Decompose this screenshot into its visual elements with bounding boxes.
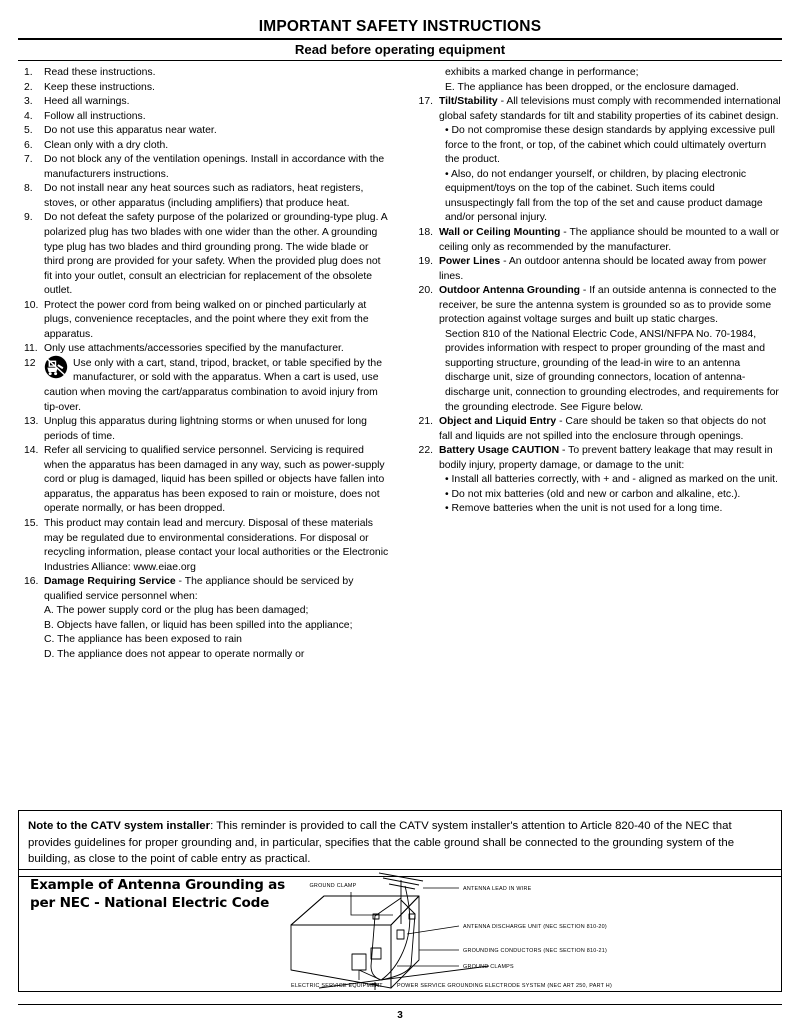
list-item	[18, 182, 389, 211]
item-lead-label: Wall or Ceiling Mounting	[439, 227, 561, 239]
list-item	[18, 444, 389, 517]
antenna-grounding-figure	[18, 869, 782, 992]
item-subline: D. The appliance does not appear to operate normally or	[44, 648, 305, 660]
item-number: 8.	[24, 183, 33, 195]
item-number: 17.	[418, 96, 433, 108]
list-item	[18, 95, 389, 110]
item-number: 9.	[24, 212, 33, 224]
list-item	[18, 153, 389, 182]
item-number: 5.	[24, 125, 33, 137]
item-text: Protect the power cord from being walked on or pinched particularly at plugs, convenience receptacles, and the point where they exit from the apparatus.	[44, 299, 369, 340]
item-text: Clean only with a dry cloth.	[44, 139, 169, 151]
label-power-service-grounding: POWER SERVICE GROUNDING ELECTRODE SYSTEM (NEC ART 250, PART H)	[397, 983, 612, 989]
catv-installer-note	[18, 810, 782, 877]
item-body: - Care should be taken so that objects do not fall and liquids are not spilled into the enclosure through openings.	[439, 416, 766, 442]
item-text	[439, 415, 782, 444]
item-number: 3.	[24, 96, 33, 108]
item-text: Keep these instructions.	[44, 81, 155, 93]
list-item	[18, 124, 389, 139]
item-text	[439, 95, 782, 124]
antenna-grounding-diagram	[19, 870, 779, 990]
footer-divider	[18, 1004, 782, 1005]
item-text	[439, 226, 782, 255]
item-text: Unplug this apparatus during lightning storms or when unused for long periods of time.	[44, 416, 367, 442]
item-number: 20.	[418, 285, 433, 297]
label-grounding-conductors: GROUNDING CONDUCTORS (NEC SECTION 810-21)	[463, 948, 608, 954]
catv-note-label: Note to the CATV system installer	[28, 820, 211, 832]
item-number: 6.	[24, 139, 33, 151]
item-text: Use only with a cart, stand, tripod, bracket, or table specified by the manufacturer, or sold with the apparatus. When a cart is used, use caution when moving the cart/apparatus combination to avoid injury from tip-over.	[44, 357, 382, 413]
item-number: 15.	[24, 517, 39, 529]
label-antenna-discharge-unit: ANTENNA DISCHARGE UNIT (NEC SECTION 810-20)	[463, 924, 607, 930]
catv-note-text: : This reminder is provided to call the CATV system installer's attention to Article 820-40 of the NEC that provides guidelines for proper grounding and, in particular, specifies that the cable ground shall be connected to the grounding system of the building, as close to the point of cable entry as practical.	[28, 820, 735, 865]
page-subtitle: Read before operating equipment	[294, 42, 506, 57]
item-lead-label: Battery Usage CAUTION	[439, 445, 560, 457]
list-item	[18, 139, 389, 154]
item-number: 1.	[24, 67, 33, 78]
item-lead-label: Tilt/Stability	[439, 96, 498, 108]
item-lead-label: Object and Liquid Entry	[439, 416, 557, 428]
item-number: 10.	[24, 299, 39, 311]
left-column	[18, 66, 389, 662]
item-number: 11.	[24, 343, 38, 355]
list-item	[18, 299, 389, 343]
item-text: Read these instructions.	[44, 67, 156, 78]
list-item	[18, 211, 389, 298]
figure-title-line1: Example of Antenna Grounding as	[30, 877, 286, 893]
page-header	[18, 18, 782, 61]
item-lead-label: Damage Requiring Service	[44, 576, 176, 588]
label-ground-clamps: GROUND CLAMPS	[463, 964, 514, 970]
item-bullet: • Install all batteries correctly, with + and - aligned as marked on the unit.	[445, 474, 778, 486]
right-column	[411, 66, 782, 662]
item-number: 19.	[418, 256, 433, 268]
continuation-line: E. The appliance has been dropped, or the enclosure damaged.	[445, 81, 739, 93]
figure-title-line2: per NEC - National Electric Code	[30, 895, 270, 911]
item-number: 14.	[24, 445, 39, 457]
list-item	[18, 357, 389, 415]
item-text: Do not use this apparatus near water.	[44, 125, 217, 137]
list-item	[18, 415, 389, 444]
item-lead-label: Power Lines	[439, 256, 501, 268]
list-item	[411, 255, 782, 284]
continuation-line: exhibits a marked change in performance;	[445, 67, 639, 78]
item-text	[439, 255, 782, 284]
list-item	[411, 95, 782, 124]
item-text: Do not install near any heat sources such as radiators, heat registers, stoves, or other apparatus (including amplifiers) that produce heat.	[44, 183, 364, 209]
item-text: Do not defeat the safety purpose of the polarized or grounding-type plug. A polarized plug has two blades with one wider than the other. A grounding type plug has two blades and third grounding prong. The wide blade or third prong are provided for your safety. When the provided plug does not fit into your outlet, consult an electrician for replacement of the obsolete outlet.	[44, 212, 388, 297]
item-number: 18.	[418, 227, 433, 239]
item-bullet: • Do not compromise these design standards by applying excessive pull force to the front, or top, of the cabinet which could ultimately overturn the product.	[445, 125, 775, 166]
item-number: 13.	[24, 416, 39, 428]
page-title: IMPORTANT SAFETY INSTRUCTIONS	[258, 18, 542, 35]
item-subline: C. The appliance has been exposed to rain	[44, 634, 242, 646]
item-body: - To prevent battery leakage that may result in bodily injury, property damage, or damage to the unit:	[439, 445, 773, 471]
label-electric-service-equipment: ELECTRIC SERVICE EQUIPMENT	[291, 983, 383, 989]
item-text: Do not block any of the ventilation openings. Install in accordance with the manufacturers instructions.	[44, 154, 385, 180]
item-subline: B. Objects have fallen, or liquid has been spilled into the appliance;	[44, 619, 353, 631]
page-number: 3	[397, 1010, 403, 1021]
item-bullet: • Also, do not endanger yourself, or children, by placing electronic equipment/toys on the top of the cabinet. Such items could unsuspectingly fall from the top of the set and cause product damage and/or personal injury.	[445, 168, 763, 224]
item-number: 12	[24, 357, 36, 369]
item-body: - If an outside antenna is connected to the receiver, be sure the antenna system is grounded so as to provide some protection against voltage surges and built up static charges.	[439, 285, 777, 326]
list-item	[18, 342, 389, 357]
list-item	[18, 517, 389, 575]
list-item	[18, 66, 389, 81]
item-text: Refer all servicing to qualified service personnel. Servicing is required when the apparatus has been damaged in any way, such as power-supply cord or plug is damaged, liquid has been spilled or objects have fallen into apparatus, the apparatus has been exposed to rain or moisture, does not operate normally, or has been dropped.	[44, 445, 385, 515]
item-number: 7.	[24, 154, 33, 166]
item-text: Only use attachments/accessories specified by the manufacturer.	[44, 343, 344, 355]
cart-tipover-icon	[44, 355, 70, 379]
item-number: 4.	[24, 110, 33, 122]
item-text: This product may contain lead and mercury. Disposal of these materials may be regulated due to environmental considerations. For disposal or recycling information, please contact your local authorities or the Electronic Industries Alliance: www.eiae.org	[44, 517, 389, 573]
item-body: - The appliance should be serviced by qualified service personnel when:	[44, 576, 354, 602]
item-bullet: • Do not mix batteries (old and new or carbon and alkaline, etc.).	[445, 488, 741, 500]
item-text	[439, 444, 782, 473]
item-body: - The appliance should be mounted to a wall or ceiling only as recommended by the manufacturer.	[439, 227, 780, 253]
item-text: Heed all warnings.	[44, 96, 130, 108]
instructions-columns	[18, 66, 782, 662]
item-extra-text: Section 810 of the National Electric Code, ANSI/NFPA No. 70-1984, provides information with respect to proper grounding of the mast and supporting structure, grounding of the lead-in wire to an antenna discharge unit, size of grounding connectors, location of antenna-discharge unit, connection to grounding electrodes, and requirements for the grounding electrode. See Figure below.	[445, 328, 779, 413]
item-number: 22.	[418, 445, 433, 457]
item-body: - All televisions must comply with recommended international global safety standards for tilt and stability properties of its cabinet design.	[439, 96, 781, 122]
list-item	[18, 110, 389, 125]
item-number: 16.	[24, 576, 39, 588]
list-item	[411, 284, 782, 328]
item-body: - An outdoor antenna should be located away from power lines.	[439, 256, 767, 282]
list-item	[411, 415, 782, 444]
item-text	[44, 575, 389, 604]
item-text: Follow all instructions.	[44, 110, 146, 122]
item-bullet: • Remove batteries when the unit is not used for a long time.	[445, 503, 723, 515]
item-text	[439, 284, 782, 328]
label-ground-clamp: GROUND CLAMP	[309, 883, 357, 889]
list-item	[411, 226, 782, 255]
list-item	[411, 444, 782, 473]
item-number: 2.	[24, 81, 33, 93]
item-subline: A. The power supply cord or the plug has been damaged;	[44, 605, 309, 617]
list-item	[18, 81, 389, 96]
item-number: 21.	[418, 416, 433, 428]
item-lead-label: Outdoor Antenna Grounding	[439, 285, 581, 297]
label-antenna-lead-in-wire: ANTENNA LEAD IN WIRE	[463, 886, 532, 892]
item-text-with-icon	[44, 357, 389, 415]
list-item	[18, 575, 389, 604]
header-rule-bottom	[18, 60, 782, 61]
